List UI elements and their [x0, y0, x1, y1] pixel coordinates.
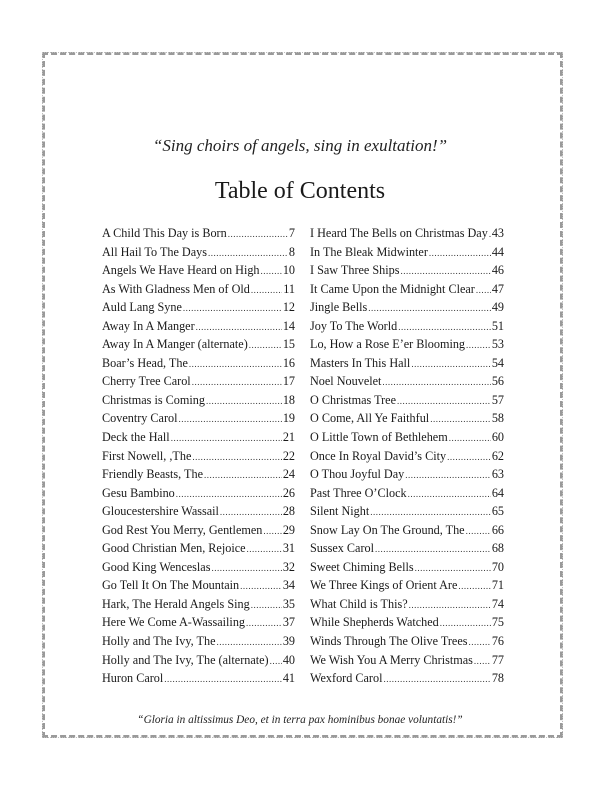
toc-entry-page: 10 [282, 263, 295, 278]
toc-entry-title: Gesu Bambino [102, 485, 175, 500]
toc-dot-leader [251, 281, 282, 299]
toc-entry-title: In The Bleak Midwinter [310, 244, 428, 259]
toc-entry[interactable] [310, 354, 504, 373]
toc-dot-leader [405, 466, 491, 484]
toc-dot-leader [400, 262, 490, 280]
toc-dot-leader [246, 614, 282, 632]
toc-entry-page: 62 [491, 448, 504, 463]
toc-entry[interactable] [310, 521, 504, 540]
toc-entry-page: 34 [282, 578, 295, 593]
toc-entry-title: Sweet Chiming Bells [310, 559, 414, 574]
toc-entry[interactable] [102, 669, 295, 688]
toc-dot-leader [211, 559, 281, 577]
toc-entry[interactable] [310, 391, 504, 410]
toc-entry[interactable] [102, 261, 295, 280]
toc-entry[interactable] [310, 465, 504, 484]
toc-entry[interactable] [310, 576, 504, 595]
toc-entry-page: 57 [491, 392, 504, 407]
toc-entry-title: Deck the Hall [102, 430, 170, 445]
toc-entry-title: Cherry Tree Carol [102, 374, 191, 389]
toc-entry[interactable] [102, 391, 295, 410]
toc-entry[interactable] [310, 502, 504, 521]
toc-entry-page: 51 [491, 318, 504, 333]
toc-entry-title: Silent Night [310, 504, 370, 519]
toc-entry[interactable] [102, 595, 295, 614]
toc-entry-title: Lo, How a Rose E’er Blooming [310, 337, 466, 352]
toc-dot-leader [164, 670, 282, 688]
toc-entry[interactable] [310, 261, 504, 280]
toc-dot-leader [409, 596, 491, 614]
toc-entry-title: Sussex Carol [310, 541, 374, 556]
toc-entry[interactable] [310, 632, 504, 651]
toc-entry-title: Here We Come A-Wassailing [102, 615, 246, 630]
toc-entry[interactable] [310, 447, 504, 466]
toc-entry-title: O Come, All Ye Faithful [310, 411, 430, 426]
toc-entry-page: 54 [491, 355, 504, 370]
toc-dot-leader [196, 318, 282, 336]
toc-entry-page: 76 [491, 634, 504, 649]
toc-entry-page: 40 [282, 652, 295, 667]
toc-entry-page: 8 [288, 244, 295, 259]
toc-entry[interactable] [102, 447, 295, 466]
toc-entry-title: Huron Carol [102, 671, 164, 686]
toc-dot-leader [397, 392, 491, 410]
toc-entry-title: First Nowell, ,The [102, 448, 192, 463]
toc-entry-page: 37 [282, 615, 295, 630]
toc-entry-page: 71 [491, 578, 504, 593]
toc-dot-leader [178, 410, 281, 428]
toc-entry-title: O Little Town of Bethlehem [310, 430, 448, 445]
toc-entry-page: 28 [282, 504, 295, 519]
toc-dot-leader [263, 522, 281, 540]
toc-entry-title: It Came Upon the Midnight Clear [310, 281, 475, 296]
toc-dot-leader [183, 299, 282, 317]
toc-entry-page: 64 [491, 485, 504, 500]
page-title: Table of Contents [214, 178, 386, 204]
toc-dot-leader [489, 225, 491, 243]
toc-entry-title: Past Three O’Clock [310, 485, 407, 500]
toc-entry[interactable] [102, 280, 295, 299]
toc-entry-page: 24 [282, 467, 295, 482]
toc-entry[interactable] [310, 428, 504, 447]
toc-entry[interactable] [310, 613, 504, 632]
toc-entry-title: What Child is This? [310, 596, 408, 611]
toc-entry[interactable] [102, 576, 295, 595]
toc-entry-title: Friendly Beasts, The [102, 467, 203, 482]
toc-entry-page: 35 [282, 596, 295, 611]
toc-entry-title: As With Gladness Men of Old [102, 281, 250, 296]
toc-dot-leader [382, 373, 490, 391]
toc-dot-leader [449, 429, 491, 447]
toc-dot-leader [176, 485, 282, 503]
toc-dot-leader [228, 225, 288, 243]
toc-dot-leader [208, 244, 288, 262]
toc-entry-title: Auld Lang Syne [102, 300, 182, 315]
toc-entry[interactable] [310, 280, 504, 299]
toc-entry-page: 75 [491, 615, 504, 630]
toc-entry[interactable] [102, 558, 295, 577]
toc-entry-title: Masters In This Hall [310, 355, 411, 370]
toc-entry-title: A Child This Day is Born [102, 226, 227, 240]
toc-entry-page: 70 [491, 559, 504, 574]
toc-entry-page: 21 [282, 430, 295, 445]
toc-entry[interactable] [310, 335, 504, 354]
toc-dot-leader [440, 614, 491, 632]
toc-entry[interactable] [102, 651, 295, 670]
toc-entry[interactable] [102, 539, 295, 558]
toc-entry[interactable] [310, 539, 504, 558]
toc-dot-leader [398, 318, 491, 336]
toc-entry-page: 63 [491, 467, 504, 482]
toc-dot-leader [474, 652, 491, 670]
toc-entry[interactable] [102, 484, 295, 503]
toc-entry-page: 66 [491, 522, 504, 537]
toc-dot-leader [383, 670, 490, 688]
toc-entry-page: 32 [282, 559, 295, 574]
toc-dot-leader [189, 355, 282, 373]
toc-entry[interactable] [310, 224, 504, 243]
toc-entry[interactable] [102, 465, 295, 484]
toc-entry[interactable] [102, 502, 295, 521]
toc-column-left [102, 224, 295, 688]
toc-dot-leader [192, 373, 282, 391]
toc-dot-leader [220, 503, 282, 521]
toc-entry[interactable] [310, 651, 504, 670]
toc-dot-leader [270, 652, 282, 670]
toc-dot-leader [476, 281, 491, 299]
toc-dot-leader [375, 540, 491, 558]
toc-entry-title: Away In A Manger (alternate) [102, 337, 248, 352]
toc-entry-title: Boar’s Head, The [102, 355, 188, 370]
toc-dot-leader [429, 244, 491, 262]
toc-entry[interactable] [310, 669, 504, 688]
toc-dot-leader [206, 392, 282, 410]
toc-entry[interactable] [310, 484, 504, 503]
toc-dot-leader [171, 429, 282, 447]
toc-entry-title: Noel Nouvelet [310, 374, 382, 389]
toc-dot-leader [249, 336, 282, 354]
toc-dot-leader [469, 633, 491, 651]
toc-entry[interactable] [310, 558, 504, 577]
toc-entry-page: 16 [282, 355, 295, 370]
toc-entry-page: 11 [283, 281, 295, 296]
toc-entry[interactable] [102, 372, 295, 391]
toc-column-right [310, 224, 504, 688]
toc-entry[interactable] [310, 372, 504, 391]
toc-entry-title: While Shepherds Watched [310, 615, 439, 630]
toc-entry-page: 22 [282, 448, 295, 463]
toc-entry[interactable] [102, 354, 295, 373]
toc-entry[interactable] [102, 632, 295, 651]
toc-entry-title: O Thou Joyful Day [310, 467, 405, 482]
toc-entry-page: 29 [282, 522, 295, 537]
toc-entry[interactable] [310, 595, 504, 614]
toc-entry-title: Coventry Carol [102, 411, 178, 426]
toc-entry[interactable] [102, 613, 295, 632]
toc-entry[interactable] [102, 224, 295, 243]
toc-entry-title: Go Tell It On The Mountain [102, 578, 240, 593]
toc-entry-title: I Heard The Bells on Christmas Day [310, 226, 488, 240]
footer-quote: “Gloria in altissimus Deo, et in terra pax hominibus bonae voluntatis!” [137, 714, 463, 726]
toc-entry-page: 74 [491, 596, 504, 611]
toc-entry-page: 49 [491, 300, 504, 315]
toc-entry[interactable] [310, 317, 504, 336]
toc-entry[interactable] [310, 409, 504, 428]
toc-entry-title: O Christmas Tree [310, 392, 396, 407]
toc-entry-title: Joy To The World [310, 318, 398, 333]
toc-entry[interactable] [102, 428, 295, 447]
toc-entry-page: 65 [491, 504, 504, 519]
toc-entry-title: Holly and The Ivy, The [102, 634, 216, 649]
toc-entry-title: Winds Through The Olive Trees [310, 634, 468, 649]
toc-entry-title: Jingle Bells [310, 300, 368, 315]
toc-entry-page: 44 [491, 244, 504, 259]
toc-entry[interactable] [102, 298, 295, 317]
toc-entry-title: Good King Wenceslas [102, 559, 211, 574]
toc-dot-leader [466, 522, 491, 540]
toc-entry-page: 14 [282, 318, 295, 333]
toc-entry-page: 53 [491, 337, 504, 352]
toc-entry[interactable] [102, 317, 295, 336]
toc-entry[interactable] [310, 298, 504, 317]
toc-entry-title: Good Christian Men, Rejoice [102, 541, 246, 556]
toc-entry-title: I Saw Three Ships [310, 263, 400, 278]
toc-entry[interactable] [102, 409, 295, 428]
toc-entry-title: Angels We Have Heard on High [102, 263, 260, 278]
toc-dot-leader [458, 577, 490, 595]
toc-entry-title: We Wish You A Merry Christmas [310, 652, 473, 667]
toc-entry-title: All Hail To The Days [102, 244, 207, 259]
toc-entry-page: 60 [491, 430, 504, 445]
toc-entry-page: 46 [491, 263, 504, 278]
toc-entry-page: 26 [282, 485, 295, 500]
toc-entry[interactable] [102, 335, 295, 354]
toc-entry-page: 19 [282, 411, 295, 426]
toc-dot-leader [217, 633, 282, 651]
toc-entry-page: 43 [491, 226, 504, 240]
toc-entry-page: 77 [491, 652, 504, 667]
toc-entry-page: 31 [282, 541, 295, 556]
toc-entry-title: God Rest You Merry, Gentlemen [102, 522, 263, 537]
toc-entry[interactable] [102, 243, 295, 262]
toc-entry-page: 18 [282, 392, 295, 407]
toc-entry-page: 15 [282, 337, 295, 352]
toc-entry-page: 56 [491, 374, 504, 389]
toc-dot-leader [251, 596, 282, 614]
toc-entry-page: 12 [282, 300, 295, 315]
toc-entry-title: Christmas is Coming [102, 392, 205, 407]
toc-dot-leader [261, 262, 282, 280]
toc-dot-leader [204, 466, 282, 484]
toc-dot-leader [447, 448, 491, 466]
toc-entry-title: We Three Kings of Orient Are [310, 578, 458, 593]
toc-dot-leader [192, 448, 281, 466]
toc-entry-page: 7 [288, 226, 295, 240]
toc-entry-page: 17 [282, 374, 295, 389]
toc-dot-leader [240, 577, 282, 595]
toc-dot-leader [415, 559, 491, 577]
toc-entry-title: Once In Royal David’s City [310, 448, 447, 463]
toc-dot-leader [368, 299, 491, 317]
toc-entry-title: Away In A Manger [102, 318, 195, 333]
toc-entry-page: 78 [491, 671, 504, 686]
toc-entry-page: 39 [282, 634, 295, 649]
toc-dot-leader [430, 410, 491, 428]
toc-entry-page: 58 [491, 411, 504, 426]
toc-entry-page: 68 [491, 541, 504, 556]
epigraph-quote: “Sing choirs of angels, sing in exultation!” [152, 136, 448, 155]
toc-entry-title: Holly and The Ivy, The (alternate) [102, 652, 269, 667]
toc-dot-leader [466, 336, 491, 354]
toc-entry-page: 41 [282, 671, 295, 686]
toc-entry-title: Hark, The Herald Angels Sing [102, 596, 250, 611]
toc-entry-title: Snow Lay On The Ground, The [310, 522, 465, 537]
toc-entry-page: 47 [491, 281, 504, 296]
toc-entry[interactable] [310, 243, 504, 262]
toc-entry-title: Gloucestershire Wassail [102, 504, 219, 519]
toc-entry[interactable] [102, 521, 295, 540]
toc-dot-leader [408, 485, 491, 503]
toc-dot-leader [370, 503, 491, 521]
toc-entry-title: Wexford Carol [310, 671, 383, 686]
toc-dot-leader [411, 355, 491, 373]
toc-dot-leader [247, 540, 282, 558]
